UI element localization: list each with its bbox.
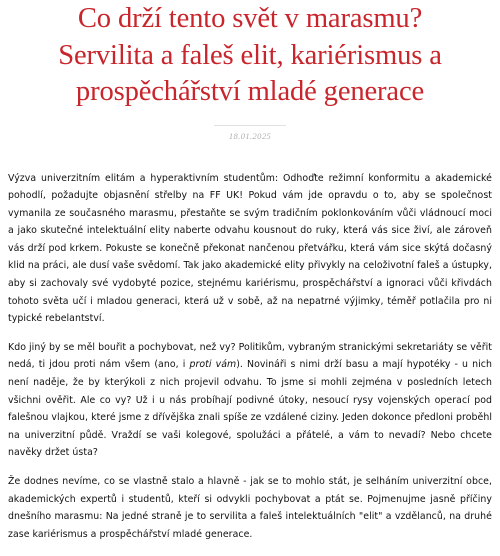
paragraph-2-emphasis: proti vám (189, 359, 237, 371)
paragraph-2-text-b: ). Novináři s nimi drží basu a mají hypotéky - u nich není naděje, že by kterýkoli z nich projevil odvahu. To jsme si mohli zejména v posledních letech všichni ověřit. Ale co vy? Už i u nás probíhají podivné útoky, nesoucí rysy vojenských operací pod falešnou vlajkou, které jsme z dřívějška znali spíše ze vzdálené ciziny. Jeden dokonce předloni proběhl na univerzitní půdě. Vraždí se vaši kolegové, spolužáci a přátelé, a vám to nevadí? Nebo chcete navěky držet ústa? (8, 359, 492, 459)
paragraph-1 (8, 170, 492, 328)
paragraph-3 (8, 473, 492, 543)
paragraph-2-text-a: Kdo jiný by se měl bouřit a pochybovat, než vy? Politikům, vybraným stranickými sekretariáty se věřit nedá, ti jdou proti nám všem (ano, i (8, 341, 492, 371)
paragraph-1-text: Výzva univerzitním elitám a hyperaktivním studentům: Odhoďte režimní konformitu a akademické pohodlí, požadujte objasnění střelby na FF UK! Pokud vám jde opravdu o to, aby se společnost vymanila ze současného marasmu, přestaňte se svým tradičním poklonkováním vůči vládnoucí moci a jako skutečné intelektuální elity naberte odvahu kousnout do ruky, která vás sice živí, ale zároveň vás drží pod krkem. Pokuste se konečně překonat nančenou přetvářku, která vám sice skýtá dočasný klid na práci, ale dusí vaše svědomí. Tak jako akademické elity přivykly na celoživotní faleš a ústupky, aby si zachovaly své vydobyté pozice, stejnému kariérismu, prospěchářství a ignoraci vůči křivdách tohoto světa učí i mladou generaci, která už v sobě, až na nepatrné výjimky, téměř potlačila pro ni typické rebelantství. (8, 172, 492, 325)
paragraph-3-text: Že dodnes nevíme, co se vlastně stalo a hlavně - jak se to mohlo stát, je selháním univerzitní obce, akademických expertů i studentů, kteří si odvykli pochybovat a ptát se. Pojmenujme jasně příčiny dnešního marasmu: Na jedné straně je to servilita a faleš intelektuálních "elit" a vzdělanců, na druhé zase kariérismus a prospěchářství mladé generace. (8, 476, 492, 540)
article-title-line-2: Servilita a faleš elit, kariérismus a (58, 39, 442, 71)
article-title-line-3: prospěchářství mladé generace (75, 76, 425, 107)
article-body (0, 170, 500, 544)
article-title-line-1: Co drží tento svět v marasmu? (77, 3, 423, 34)
title-divider (214, 125, 286, 126)
publish-date: 18.01.2025 (228, 130, 272, 141)
paragraph-2 (8, 339, 492, 462)
article-title (0, 0, 500, 111)
